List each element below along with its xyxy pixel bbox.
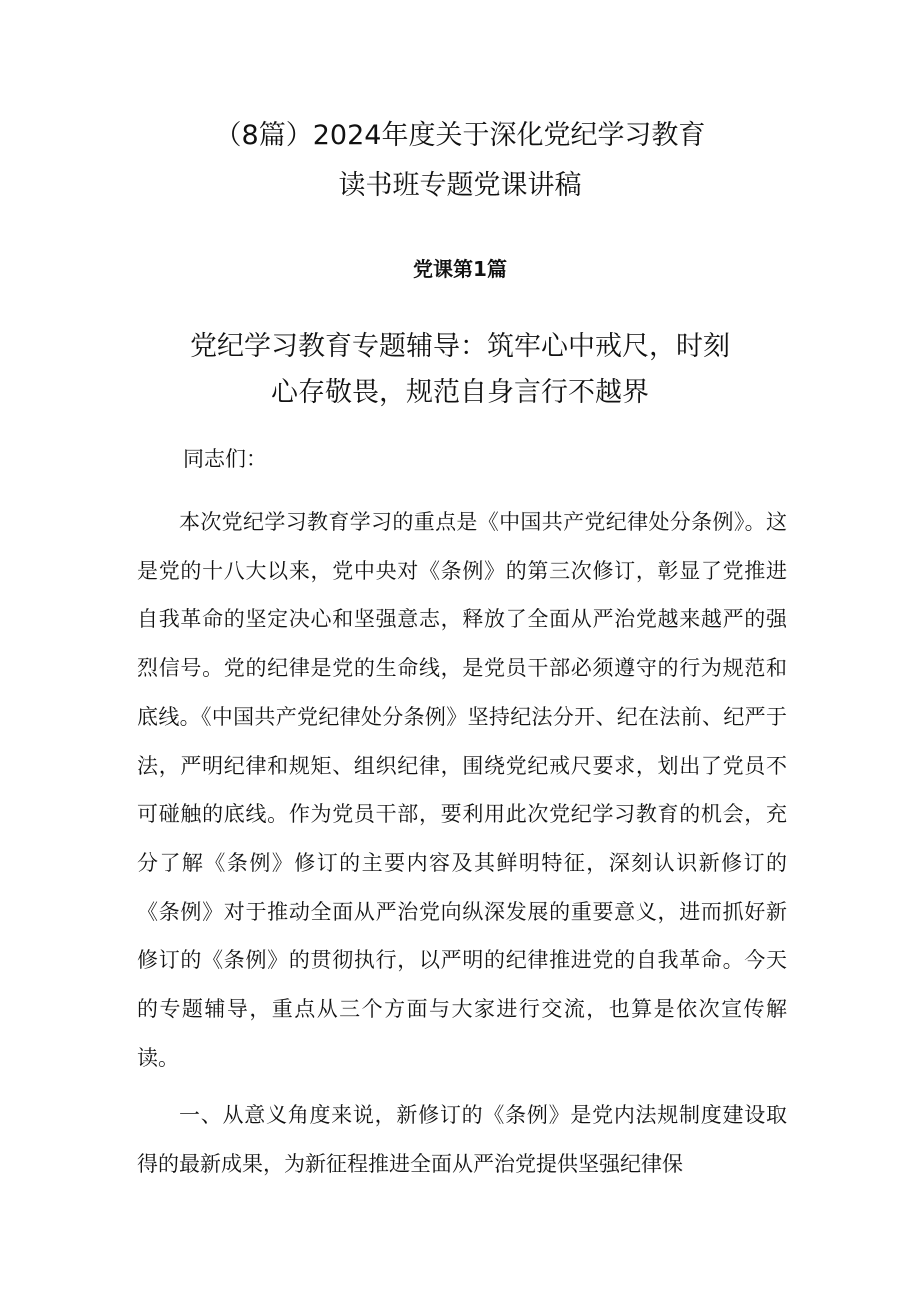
document-title-line-1: （8篇）2024年度关于深化党纪学习教育 — [214, 120, 706, 151]
document-title-line-2: 读书班专题党课讲稿 — [338, 170, 582, 201]
lecture-title-line-1: 党纪学习教育专题辅导：筑牢心中戒尺，时刻 — [190, 331, 730, 362]
section-heading: 党课第1篇 — [413, 257, 507, 281]
greeting: 同志们： — [183, 447, 267, 471]
lecture-title-line-2: 心存敬畏，规范自身言行不越界 — [271, 377, 649, 408]
body-paragraph-2: 一、从意义角度来说，新修订的《条例》是党内法规制度建设取得的最新成果，为新征程推进全面从严治党提供坚强纪律保 — [137, 1103, 787, 1176]
body-paragraph-1: 本次党纪学习教育学习的重点是《中国共产党纪律处分条例》。这是党的十八大以来，党中央对《条例》的第三次修订，彰显了党推进自我革命的坚定决心和坚强意志，释放了全面从严治党越来越严的强烈信号。党的纪律是党的生命线，是党员干部必须遵守的行为规范和底线。《中国共产党纪律处分条例》坚持纪法分开、纪在法前、纪严于法，严明纪律和规矩、组织纪律，围绕党纪戒尺要求，划出了党员不可碰触的底线。作为党员干部，要利用此次党纪学习教育的机会，充分了解《条例》修订的主要内容及其鲜明特征，深刻认识新修订的《条例》对于推动全面从严治党向纵深发展的重要意义，进而抓好新修订的《条例》的贯彻执行，以严明的纪律推进党的自我革命。今天的专题辅导，重点从三个方面与大家进行交流，也算是依次宣传解读。 — [137, 510, 787, 1070]
